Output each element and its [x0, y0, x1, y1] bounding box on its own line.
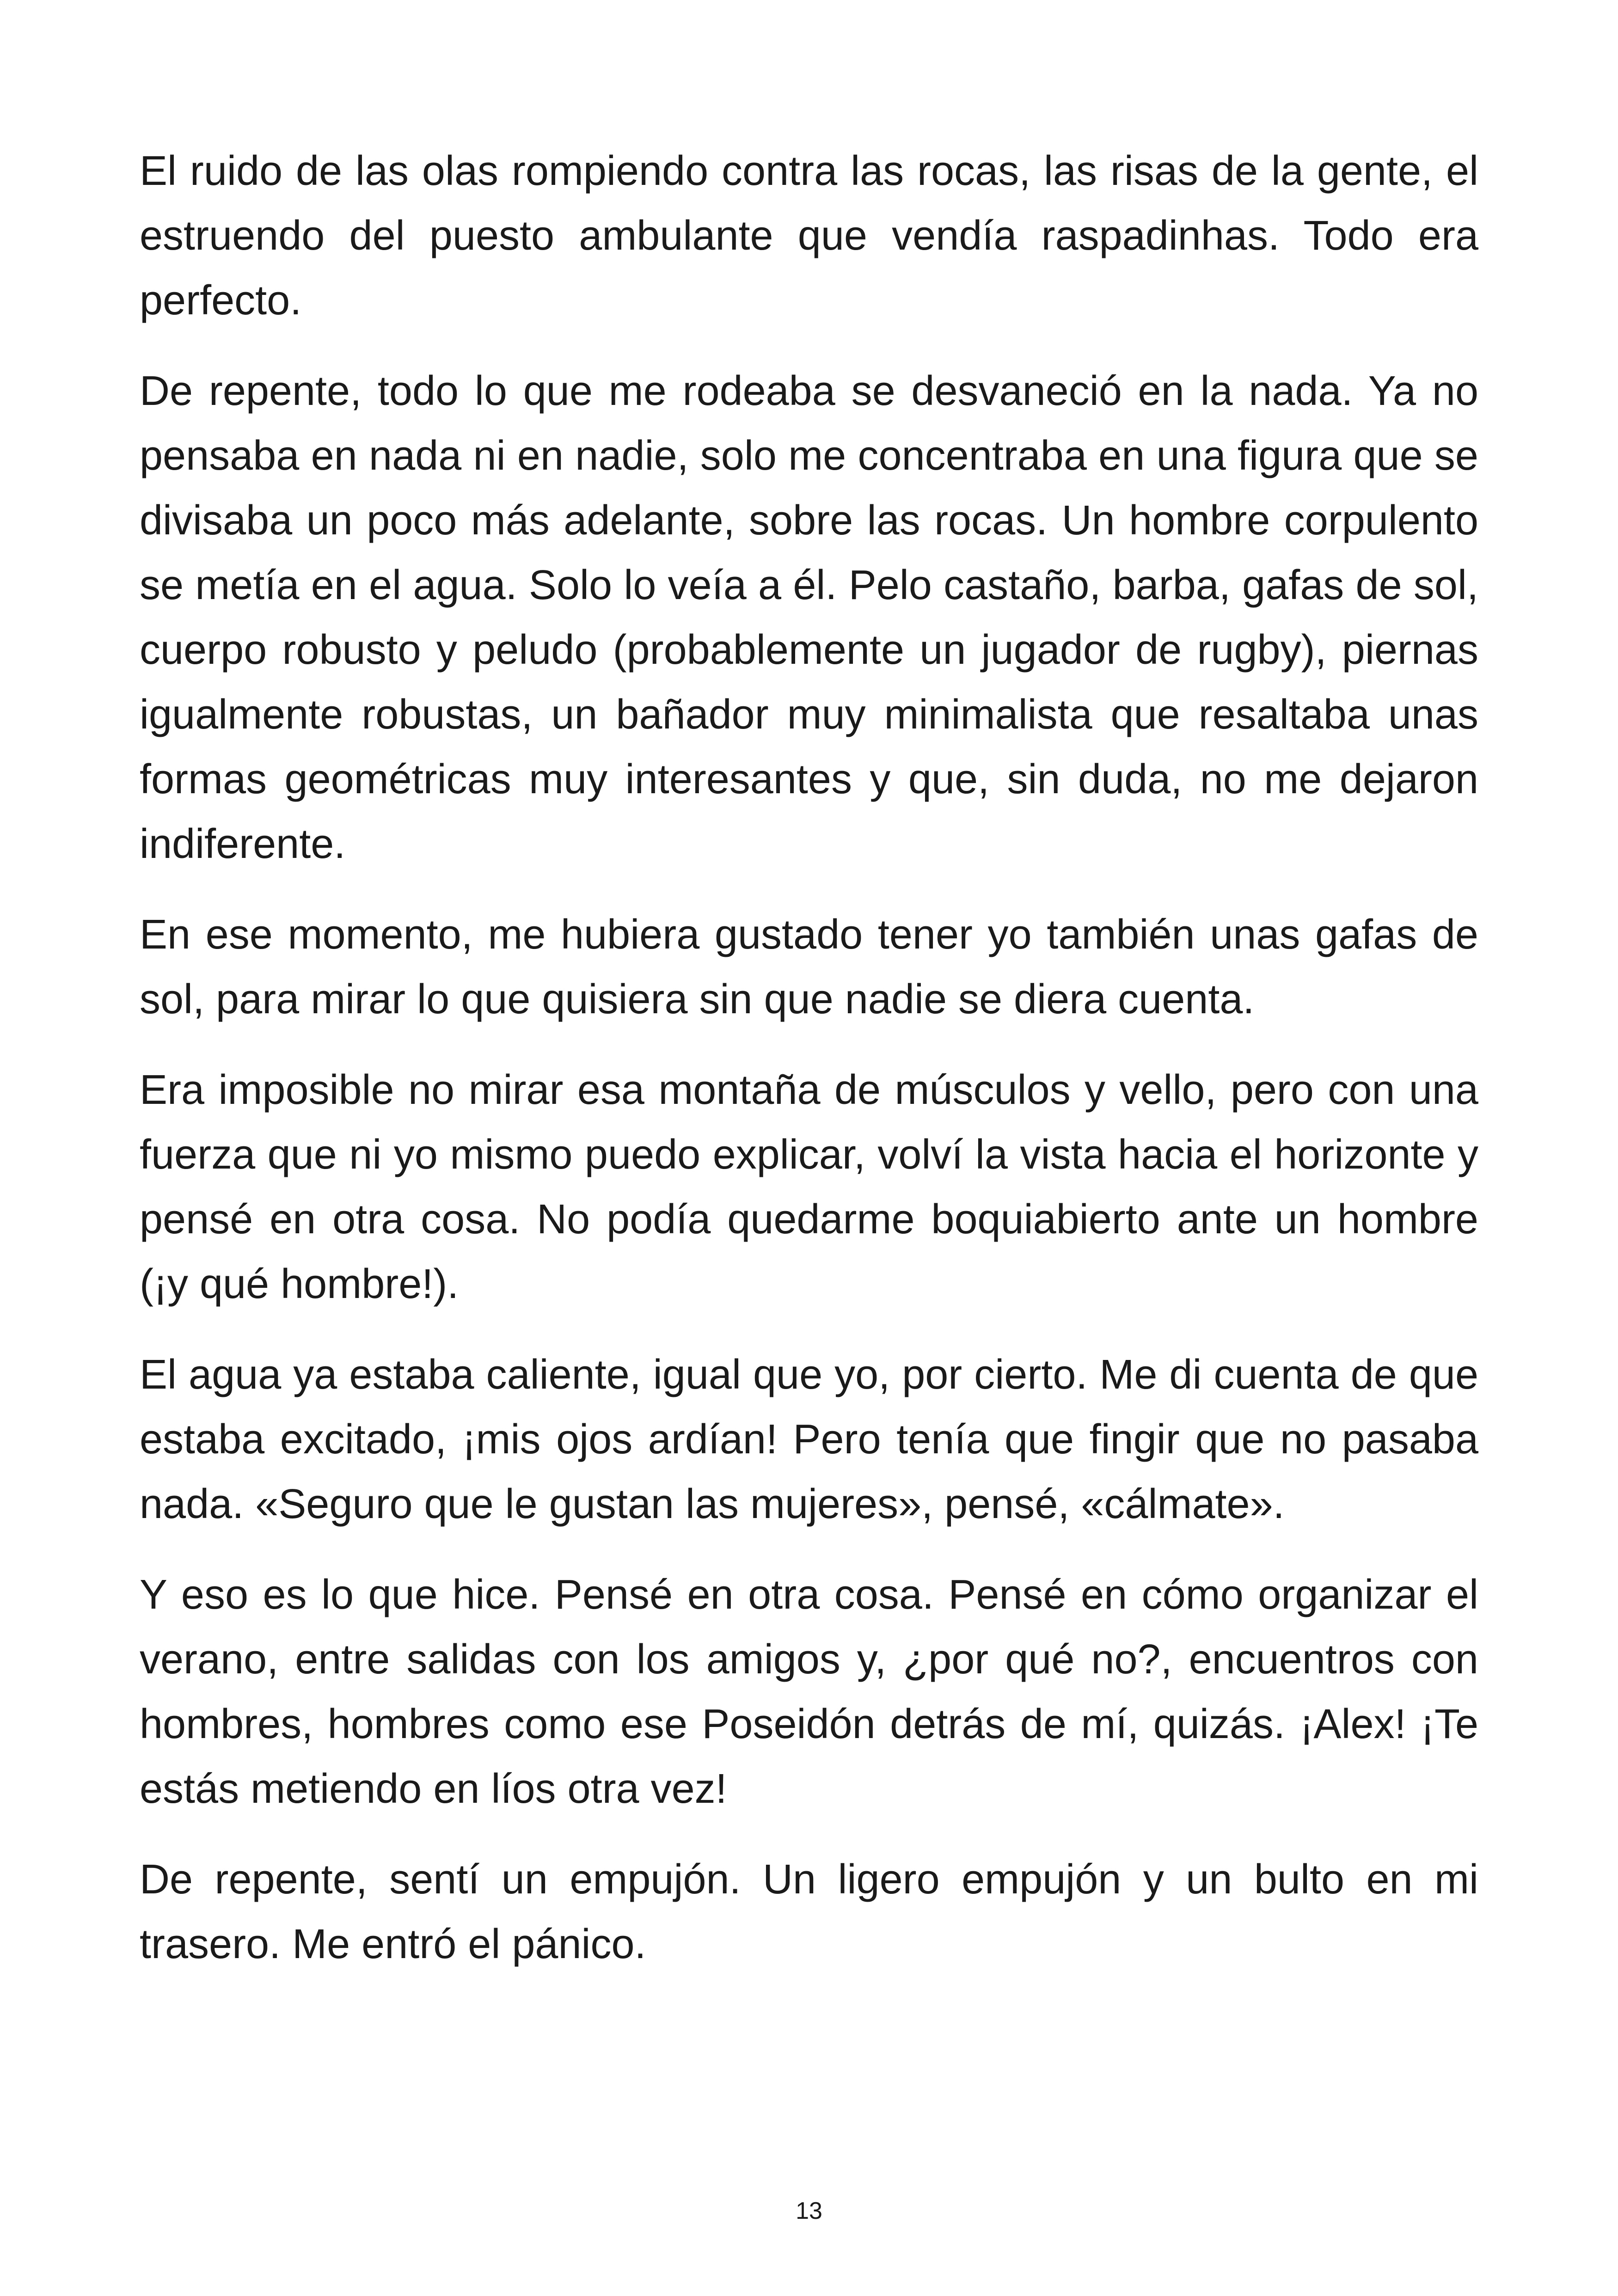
paragraph-4: Era imposible no mirar esa montaña de músculos y vello, pero con una fuerza que ni yo mismo puedo explicar, volví la vista hacia el horizonte y pensé en otra cosa. No podía quedarme boquiabierto ante un hombre (¡y qué hombre!). — [140, 1067, 1478, 1307]
paragraph-2: De repente, todo lo que me rodeaba se desvaneció en la nada. Ya no pensaba en nada ni en nadie, solo me concentraba en una figura que se divisaba un poco más adelante, sobre las rocas. Un hombre corpulento se metía en el agua. Solo lo veía a él. Pelo castaño, barba, gafas de sol, cuerpo robusto y peludo (probablemente un jugador de rugby), piernas igualmente robustas, un bañador muy minimalista que resaltaba unas formas geométricas muy interesantes y que, sin duda, no me dejaron indiferente. — [140, 368, 1478, 867]
body-text — [140, 139, 1478, 2002]
page-number: 13 — [796, 2198, 822, 2224]
paragraph-7: De repente, sentí un empujón. Un ligero empujón y un bulto en mi trasero. Me entró el pánico. — [140, 1856, 1478, 1967]
paragraph-1: El ruido de las olas rompiendo contra las rocas, las risas de la gente, el estruendo del puesto ambulante que vendía raspadinhas. Todo era perfecto. — [140, 148, 1478, 324]
paragraph-5: El agua ya estaba caliente, igual que yo, por cierto. Me di cuenta de que estaba excitado, ¡mis ojos ardían! Pero tenía que fingir que no pasaba nada. «Seguro que le gustan las mujeres», pensé, «cálmate». — [140, 1352, 1478, 1527]
paragraph-3: En ese momento, me hubiera gustado tener yo también unas gafas de sol, para mirar lo que quisiera sin que nadie se diera cuenta. — [140, 912, 1478, 1022]
paragraph-6: Y eso es lo que hice. Pensé en otra cosa. Pensé en cómo organizar el verano, entre salidas con los amigos y, ¿por qué no?, encuentros con hombres, hombres como ese Poseidón detrás de mí, quizás. ¡Alex! ¡Te estás metiendo en líos otra vez! — [140, 1572, 1478, 1812]
